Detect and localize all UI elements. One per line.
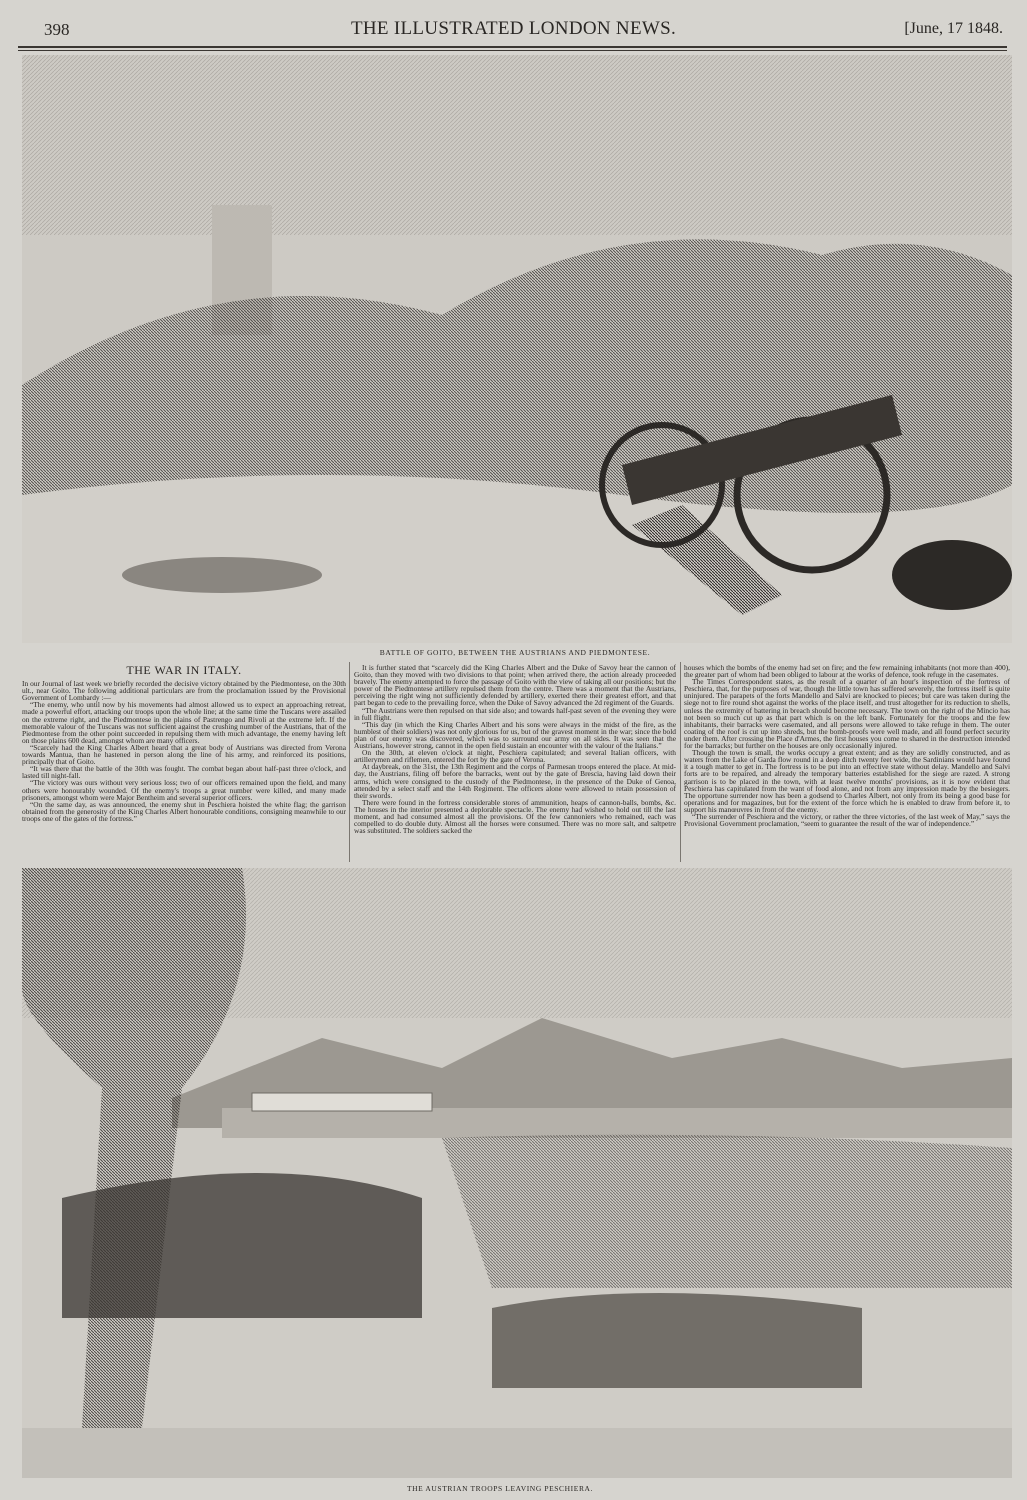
article-column-3 bbox=[684, 664, 1010, 827]
masthead: THE ILLUSTRATED LONDON NEWS. bbox=[350, 18, 677, 39]
paragraph: “It was there that the battle of the 30th was fought. The combat began about half-past three o'clock, and lasted till night-fall. bbox=[22, 764, 346, 781]
paragraph: In our Journal of last week we briefly recorded the decisive victory obtained by the Piedmontese, on the 30th ult., near Goito. The following additional particulars are from the proclamation issued by the Provisional Government of Lombardy :— bbox=[22, 679, 346, 703]
paragraph: At daybreak, on the 31st, the 13th Regiment and the corps of Parmesan troops entered the place. At mid-day, the Austrians, filing off before the barracks, went out by the gate of Brescia, having laid down their arms, which were consigned to the custody of the Piedmontese, in the presence of the Duke of Genoa, attended by a select staff and the 14th Regiment. The officers alone were allowed to retain possession of their swords. bbox=[354, 762, 676, 800]
column-divider bbox=[349, 662, 350, 862]
paragraph: “This day (in which the King Charles Albert and his sons were always in the midst of the fire, as the humblest of their soldiers) was not only glorious for us, but of the gravest moment in the war; since the bold plan of our enemy was discovered, which was to surround our army on all sides. It was seen that the Austrians, however strong, cannot in the open field sustain an encounter with the valour of the Italians.” bbox=[354, 719, 676, 751]
paragraph: “The victory was ours without very serious loss; two of our officers remained upon the field, and many others were honourably wounded. Of the enemy's troops a great number were killed, and many made prisoners, amongst whom were Major Bentheim and several superior officers. bbox=[22, 778, 346, 802]
article-column-1 bbox=[22, 663, 346, 823]
header-rule bbox=[18, 46, 1007, 51]
paragraph: “The enemy, who until now by his movements had almost allowed us to expect an approaching retreat, made a powerful effort, attacking our troops upon the whole line; at the same time the Tuscans were assailed on the extreme right, and the Piedmontese in the plains of Pastrengo and Rivoli at the extreme left. If the memorable valour of the Tuscans was not sufficient against the crushing number of the Austrians, that of the Piedmontese from the other point succeeded in repulsing them with much advantage, the enemy having left on those plains 600 dead, amongst whom are many officers. bbox=[22, 700, 346, 745]
column-divider bbox=[680, 662, 681, 862]
austrian-troops-leaving-peschiera-engraving bbox=[22, 868, 1012, 1478]
paragraph: houses which the bombs of the enemy had set on fire; and the few remaining inhabitants (not more than 400), the greater part of whom had been obliged to labour at the works of defence, took refuge in the casemates. bbox=[684, 663, 1010, 680]
article-column-2 bbox=[354, 664, 676, 834]
paragraph: “On the same day, as was announced, the enemy shut in Peschiera hoisted the white flag; the garrison obtained from the generosity of the King Charles Albert honourable conditions, consigning meanwhile to our troops one of the gates of the fortress.” bbox=[22, 799, 346, 823]
paragraph: “Scarcely had the King Charles Albert heard that a great body of Austrians was directed from Verona towards Mantua, than he hastened in person along the line of his army, and reinforced its positions, principally that of Goito. bbox=[22, 742, 346, 767]
paragraph: There were found in the fortress considerable stores of ammunition, heaps of cannon-balls, bombs, &c. The houses in the interior presented a deplorable spectacle. The enemy had wished to hold out till the last moment, and had consumed almost all the provisions. Of the few cannoniers who remained, each was compelled to do double duty. Almost all the horses were consumed. There was no more salt, and saltpetre was substituted. The soldiers sacked the bbox=[354, 797, 676, 836]
article-title: THE WAR IN ITALY. bbox=[126, 663, 242, 677]
page-number: 398 bbox=[44, 20, 70, 39]
paragraph: It is further stated that “scarcely did the King Charles Albert and the Duke of Savoy hear the cannon of Goito, than they moved with two divisions to that point; when arrived there, the action already proceeded bravely. The enemy attempted to force the passage of Goito with the view of taking all our positions; but the power of the Piedmontese artillery repulsed them from the centre. There was a moment that the Austrians, perceiving the right wing not sufficiently defended by artillery, exerted there their greatest effort, and that part began to cede to the prevailing force, when the Duke of Savoy advanced the 2d regiment of the Guards. bbox=[354, 663, 676, 708]
paragraph: “The surrender of Peschiera and the victory, or rather the three victories, of the last week of May,” says the Provisional Government proclamation, “seem to guarantee the result of the war of independence.” bbox=[684, 811, 1010, 829]
top-illustration-caption: BATTLE OF GOITO, BETWEEN THE AUSTRIANS AND PIEDMONTESE. bbox=[379, 648, 651, 657]
paragraph: “The Austrians were then repulsed on that side also; and towards half-past seven of the evening they were in full flight. bbox=[354, 705, 676, 722]
page-header bbox=[0, 18, 1027, 44]
paragraph: Though the town is small, the works occupy a great extent; and as they are solidly constructed, and as waters from the Lake of Garda flow round in a deep ditch twenty feet wide, the Sardinians would have found it a tough matter to get in. The fortress is to be put into an effective state without delay. Mandello and Salvi forts are to be repaired, and already the temporary batteries established for the siege are razed. A strong garrison is to be placed in the town, with at least twelve months' provisions, as it is now evident that Peschiera has capitulated from the want of food alone, and not from any impression made by the besiegers. The opportune surrender now has been a godsend to Charles Albert, not only from its being a good base for operations and for magazines, but for the extent of the force which he is enabled to draw from before it, to support his manœuvres in front of the enemy. bbox=[684, 748, 1010, 814]
paragraph: The Times Correspondent states, as the result of a quarter of an hour's inspection of the fortress of Peschiera, that, for the purposes of war, though the little town has suffered severely, the fortress itself is quite uninjured. The parapets of the forts Mandello and Salvi are knocked to pieces; but care was taken during the siege not to fire round shot against the works of the place itself, and trust altogether for its reduction to shells, unless the extremity of battering in breach should become necessary. The town on the right of the Mincio has not been so much cut up as that part which is on the left bank. Fortunately for the troops and the few inhabitants, their barracks were casemated, and all persons were allowed to take refuge in them. The outer coating of the roof is cut up into shreds, but the bomb-proofs were well made, and all found perfect security under them. After crossing the Place d'Armes, the first houses you come to shared in the destruction intended for the barracks; but further on the houses are only occasionally injured. bbox=[684, 677, 1010, 751]
issue-date: [June, 17 1848. bbox=[904, 20, 1003, 37]
paragraph: On the 30th, at eleven o'clock at night, Peschiera capitulated; and several Italian officers, with artillerymen and riflemen, entered the fort by the gate of Verona. bbox=[354, 748, 676, 765]
bottom-illustration-caption: THE AUSTRIAN TROOPS LEAVING PESCHIERA. bbox=[406, 1484, 594, 1493]
battle-of-goito-engraving bbox=[22, 55, 1012, 643]
